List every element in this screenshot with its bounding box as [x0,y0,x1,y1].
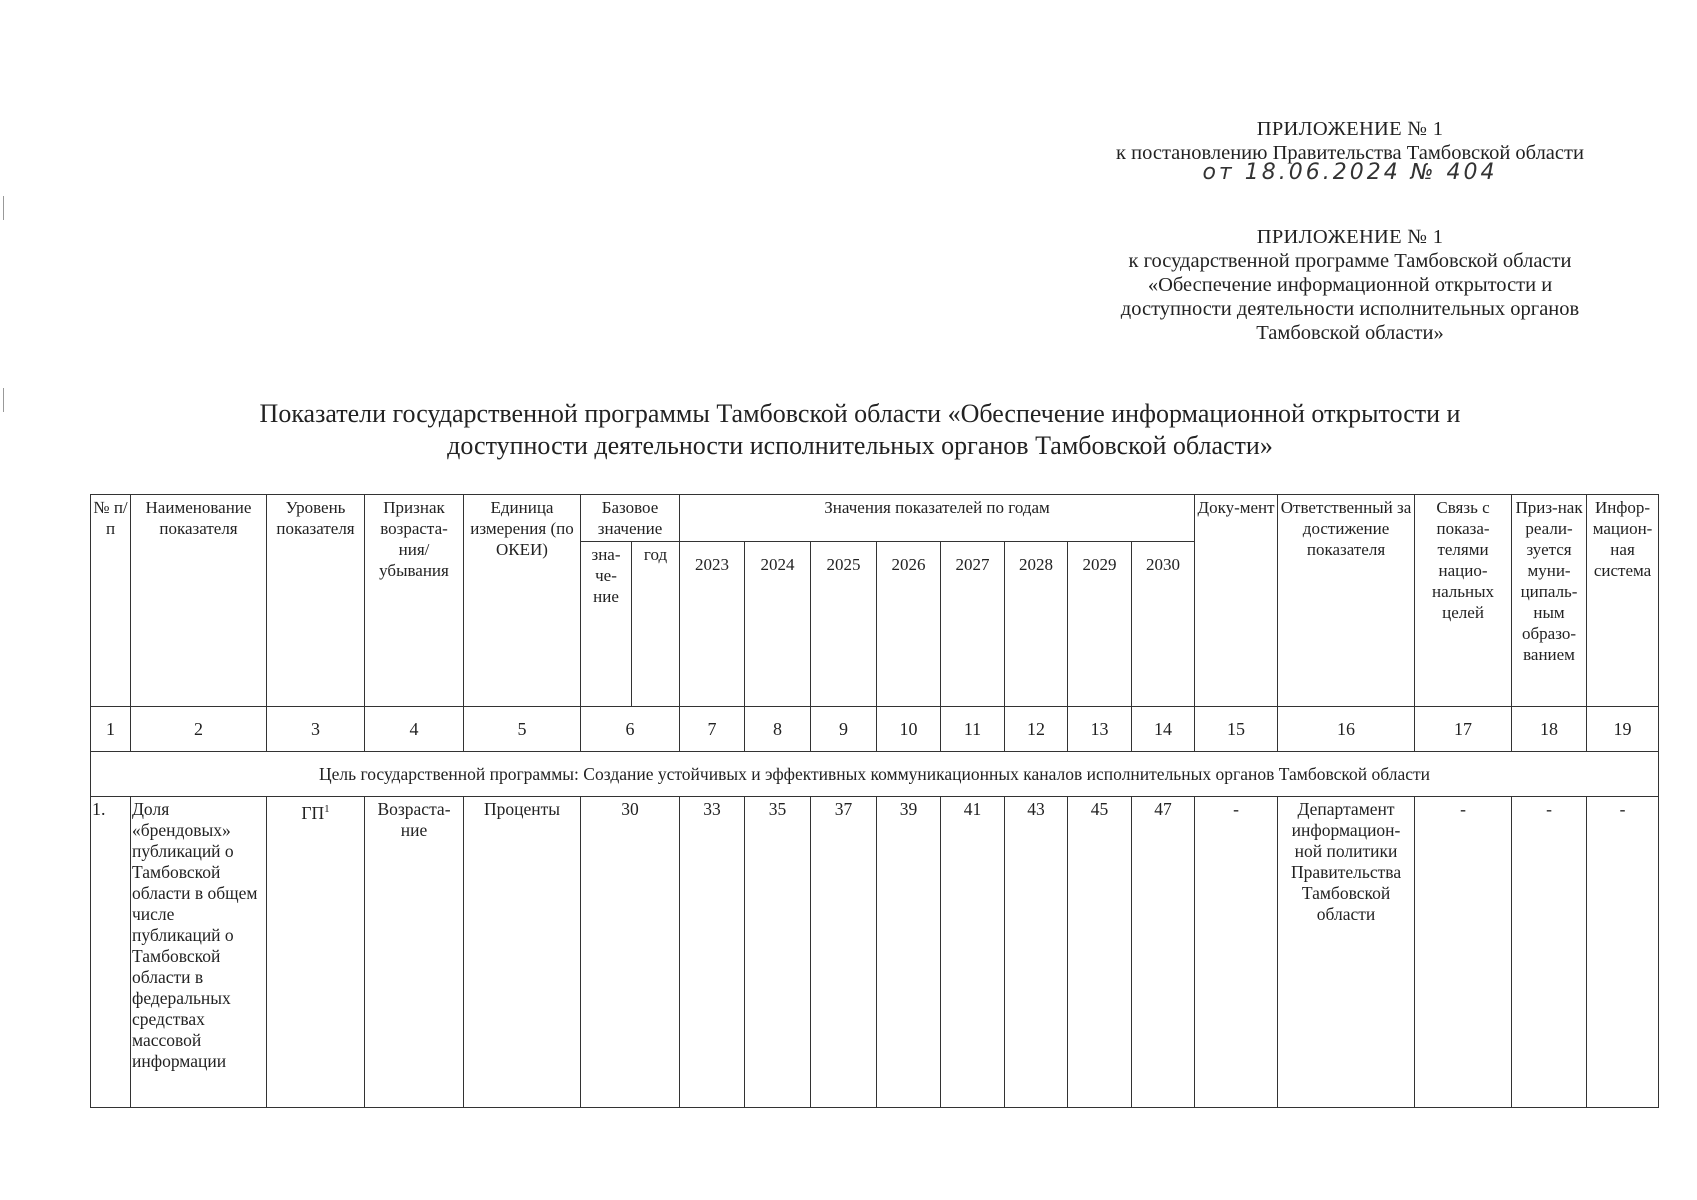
header-base-value: зна-че-ние [581,542,632,707]
column-number: 15 [1195,707,1278,752]
header-municipal: Приз-нак реали-зуется муни-ципаль-ным образо-ванием [1512,495,1587,707]
annex-program-line: Тамбовской области» [1256,322,1444,344]
program-goal: Цель государственной программы: Создание устойчивых и эффективных коммуникационных каналов исполнительных органов Тамбовской области [91,752,1659,797]
column-number-row [91,707,1659,752]
annex-program-header [1050,225,1650,345]
row-info-system: - [1587,797,1659,1108]
column-number: 16 [1278,707,1415,752]
header-level: Уровень показателя [267,495,365,707]
column-number: 4 [365,707,464,752]
row-year-value: 39 [877,797,941,1108]
header-base-year: год [632,542,680,707]
header-years-group: Значения показателей по годам [680,495,1195,542]
document-title-line: Показатели государственной программы Тамбовской области «Обеспечение информационной открытости и [259,399,1461,428]
header-year: 2024 [745,542,811,707]
column-number: 2 [131,707,267,752]
row-national-link: - [1415,797,1512,1108]
row-year-value: 33 [680,797,745,1108]
row-year-value: 37 [811,797,877,1108]
column-number: 17 [1415,707,1512,752]
annex-resolution-header [1050,117,1650,185]
header-info-system: Инфор-мацион-ная система [1587,495,1659,707]
document-title [120,398,1600,462]
header-document: Доку-мент [1195,495,1278,707]
column-number: 1 [91,707,131,752]
table-row [91,797,1659,1108]
column-number: 8 [745,707,811,752]
row-num: 1. [91,797,131,1108]
header-year: 2028 [1005,542,1068,707]
row-year-value: 35 [745,797,811,1108]
row-level-text: ГП [301,802,325,823]
column-number: 12 [1005,707,1068,752]
annex-title: ПРИЛОЖЕНИЕ № 1 [1256,118,1444,140]
header-base: Базовое значение [581,495,680,542]
header-name: Наименование показателя [131,495,267,707]
annex-title: ПРИЛОЖЕНИЕ № 1 [1256,226,1444,248]
header-year: 2030 [1132,542,1195,707]
header-year: 2025 [811,542,877,707]
row-level [267,797,365,1108]
row-unit: Проценты [464,797,581,1108]
footnote-marker: 1 [324,803,330,815]
handwritten-date-number: от 18.06.2024 № 404 [1202,160,1498,185]
row-name: Доля «брендовых» публикаций о Тамбовской области в общем числе публикаций о Тамбовской области в федеральных средствах массовой информации [131,797,267,1108]
annex-program-line: доступности деятельности исполнительных органов [1120,298,1580,320]
row-year-value: 47 [1132,797,1195,1108]
row-base-value: 30 [581,797,680,1108]
header-num: № п/п [91,495,131,707]
header-unit: Единица измерения (по ОКЕИ) [464,495,581,707]
document-title-line: доступности деятельности исполнительных органов Тамбовской области» [447,431,1273,460]
column-number: 11 [941,707,1005,752]
header-year: 2023 [680,542,745,707]
table-header-row [91,495,1659,542]
column-number: 19 [1587,707,1659,752]
goal-row [91,752,1659,797]
row-year-value: 43 [1005,797,1068,1108]
annex-program-line: «Обеспечение информационной открытости и [1147,274,1553,296]
column-number: 3 [267,707,365,752]
row-year-value: 45 [1068,797,1132,1108]
column-number: 18 [1512,707,1587,752]
column-number: 7 [680,707,745,752]
header-year: 2026 [877,542,941,707]
header-year: 2029 [1068,542,1132,707]
column-number: 10 [877,707,941,752]
column-number: 14 [1132,707,1195,752]
column-number: 13 [1068,707,1132,752]
row-year-value: 41 [941,797,1005,1108]
scan-edge-mark [3,388,4,412]
indicators-table [90,494,1659,1108]
annex-program-line: к государственной программе Тамбовской области [1128,250,1572,272]
column-number: 5 [464,707,581,752]
header-national-link: Связь с показа-телями нацио-нальных целей [1415,495,1512,707]
row-trend: Возраста-ние [365,797,464,1108]
scan-edge-mark [3,196,4,220]
header-year: 2027 [941,542,1005,707]
row-responsible: Департамент информацион-ной политики Правительства Тамбовской области [1278,797,1415,1108]
column-number: 6 [581,707,680,752]
row-document: - [1195,797,1278,1108]
row-municipal: - [1512,797,1587,1108]
header-responsible: Ответственный за достижение показателя [1278,495,1415,707]
column-number: 9 [811,707,877,752]
header-trend: Признак возраста-ния/ убывания [365,495,464,707]
annex-resolution-line: к постановлению Правительства Тамбовской области [1116,142,1584,164]
